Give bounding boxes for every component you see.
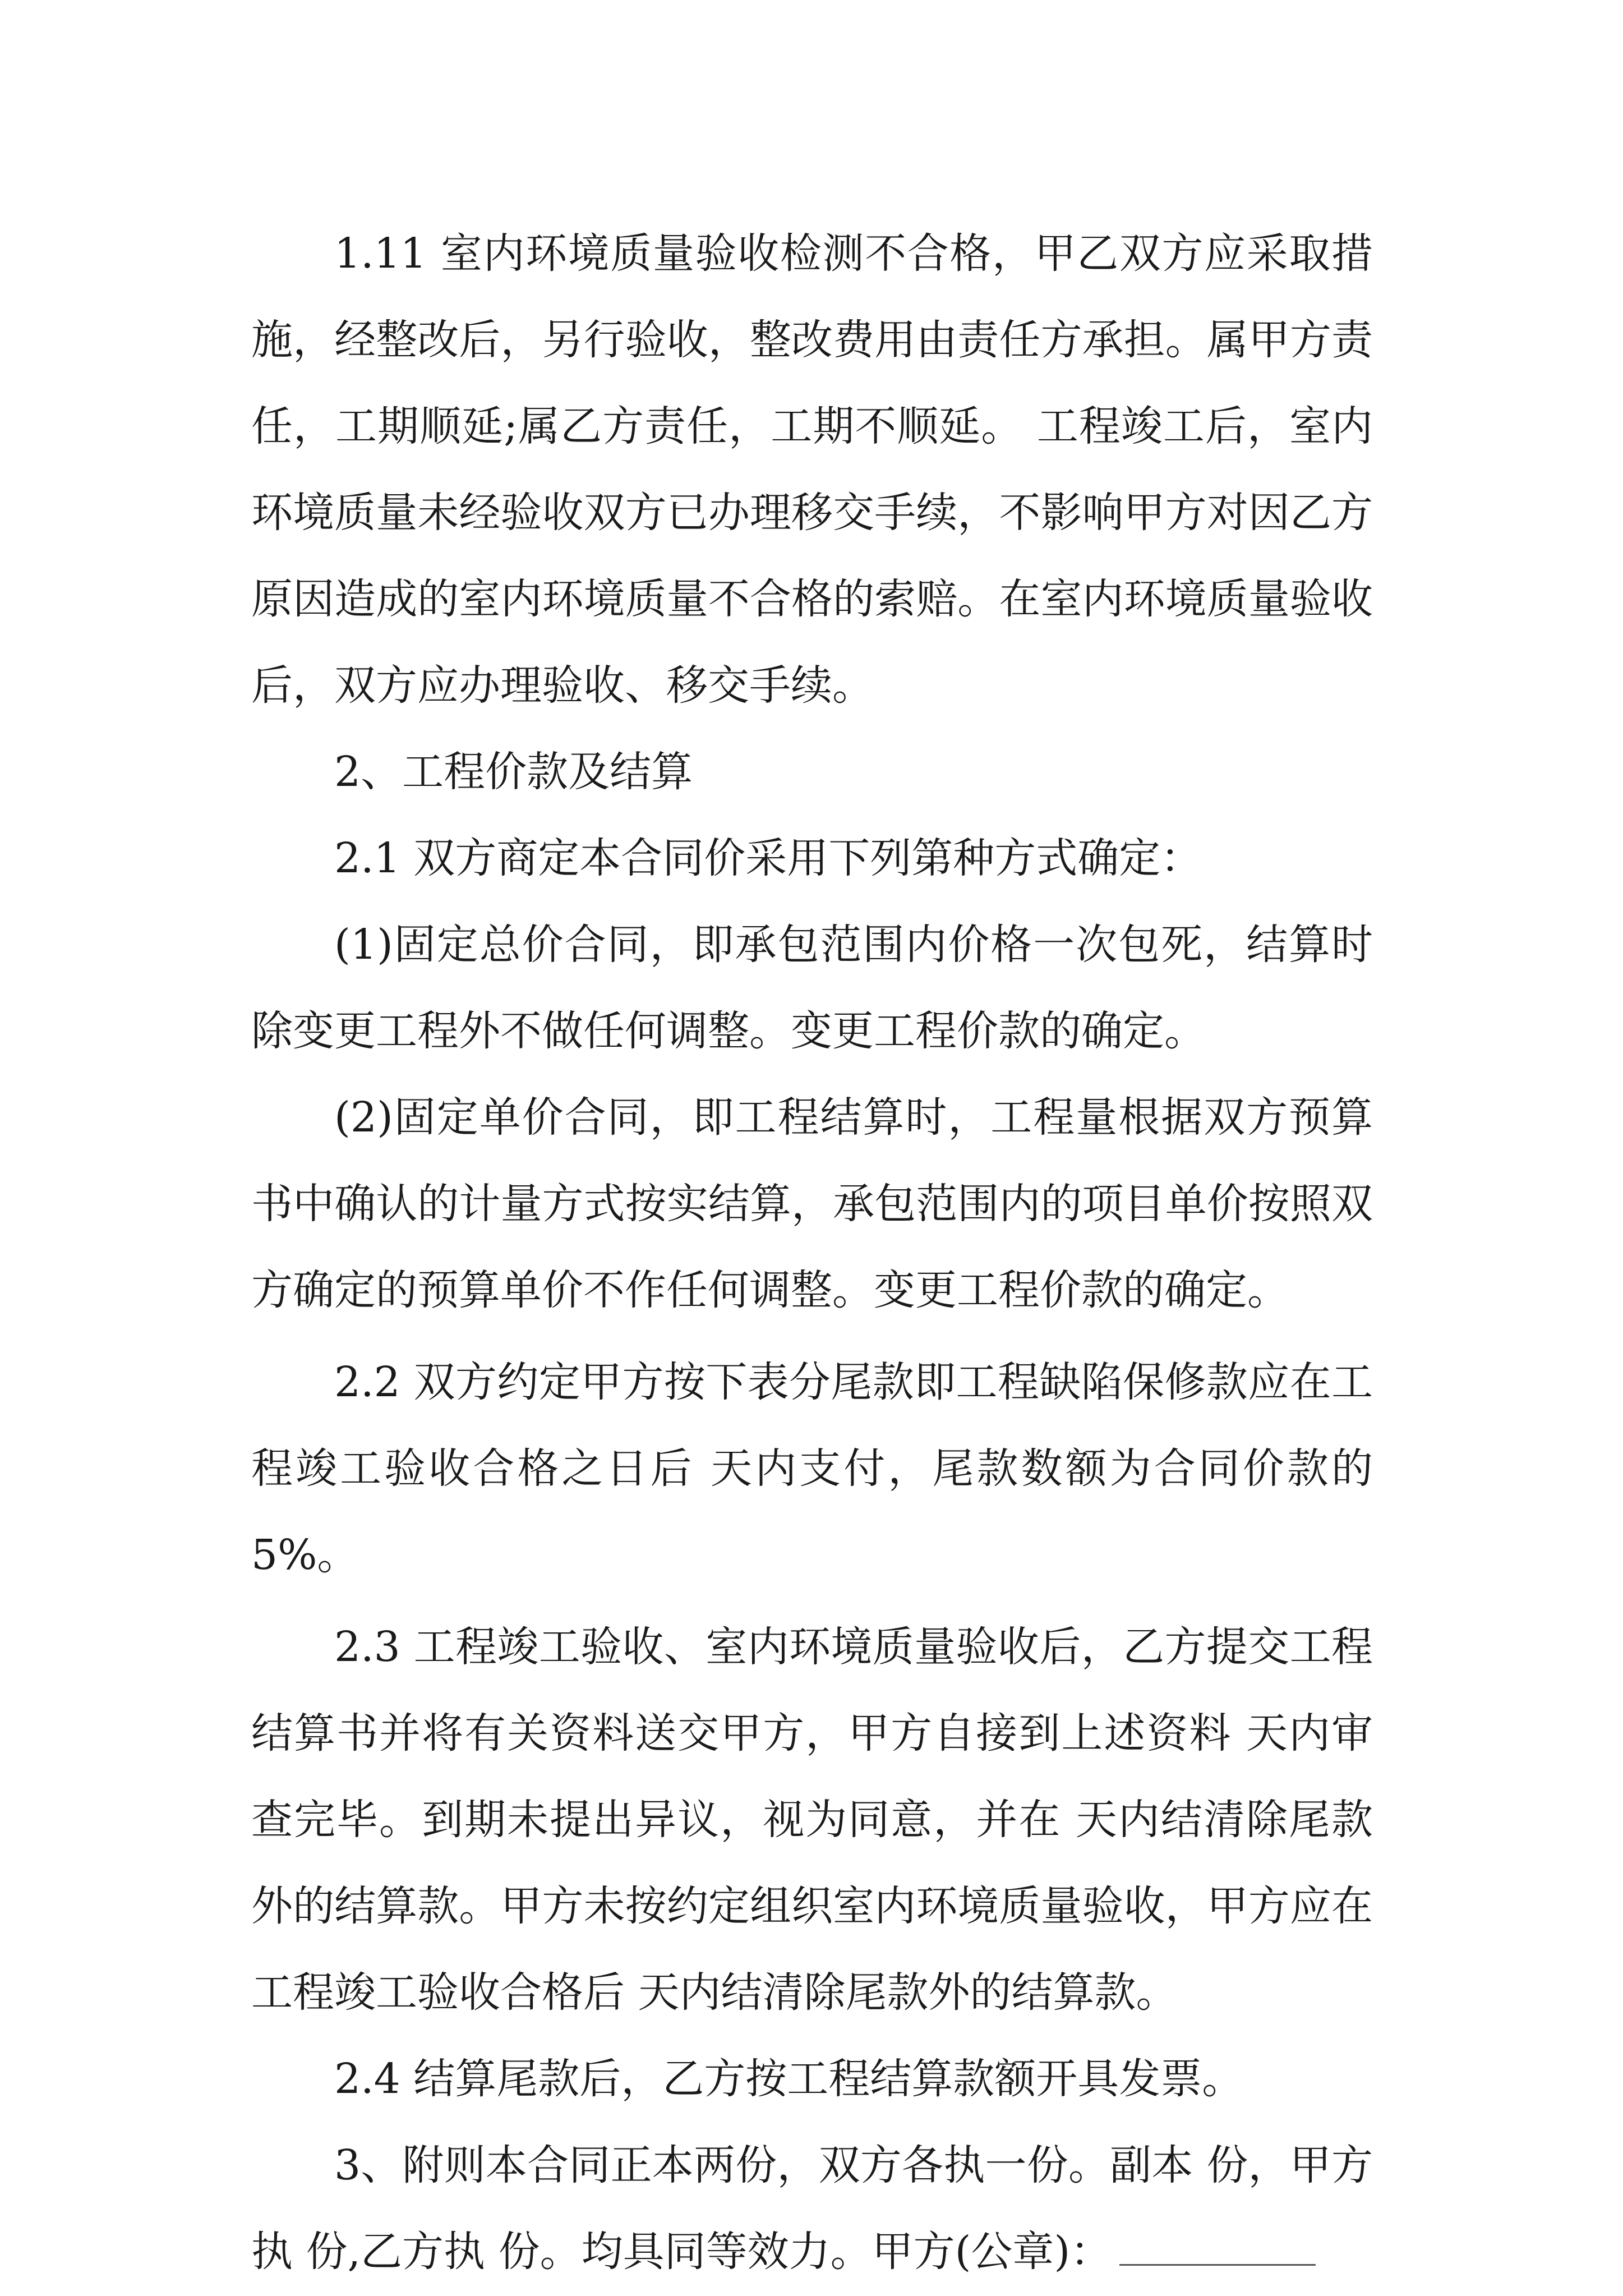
paragraph-fixed-unit-price: (2)固定单价合同，即工程结算时，工程量根据双方预算书中确认的计量方式按实结算，承包范围内的项目单价按照双方确定的预算单价不作任何调整。变更工程价款的确定。	[251, 1093, 1373, 1314]
paragraph-appendix	[251, 2122, 1373, 2295]
paragraph-1-11: 1.11 室内环境质量验收检测不合格，甲乙双方应采取措施，经整改后，另行验收，整改费用由责任方承担。属甲方责任，工期顺延;属乙方责任，工期不顺延。 工程竣工后，室内环境质量未经验收双方已办理移交手续，不影响甲方对因乙方原因造成的室内环境质量不合格的索赔。在室内环境质量验收后，双方应办理验收、移交手续。	[251, 229, 1373, 710]
paragraph-2-4: 2.4 结算尾款后，乙方按工程结算款额开具发票。	[334, 2055, 1244, 2103]
paragraph-2-1: 2.1 双方商定本合同价采用下列第种方式确定：	[334, 834, 1202, 882]
appendix-text: 3、附则本合同正本两份，双方各执一份。副本 份，甲方执 份,乙方执 份。均具同等效力。甲方(公章)：	[251, 2141, 1373, 2276]
section-heading-price-settlement: 2、工程价款及结算	[334, 748, 693, 796]
paragraph-2-2: 2.2 双方约定甲方按下表分尾款即工程缺陷保修款应在工程竣工验收合格之日后 天内支付，尾款数额为合同价款的 5%。	[251, 1358, 1373, 1579]
document-body	[251, 210, 1373, 2295]
signature-blank-line	[1119, 2263, 1316, 2266]
paragraph-fixed-total-price: (1)固定总价合同，即承包范围内价格一次包死，结算时除变更工程外不做任何调整。变更工程价款的确定。	[251, 921, 1373, 1055]
paragraph-2-3: 2.3 工程竣工验收、室内环境质量验收后，乙方提交工程结算书并将有关资料送交甲方，甲方自接到上述资料 天内审查完毕。到期未提出异议，视为同意，并在 天内结清除尾款外的结算款。甲方未按约定组织室内环境质量验收，甲方应在工程竣工验收合格后 天内结清除尾款外的结算款。	[251, 1623, 1373, 2017]
